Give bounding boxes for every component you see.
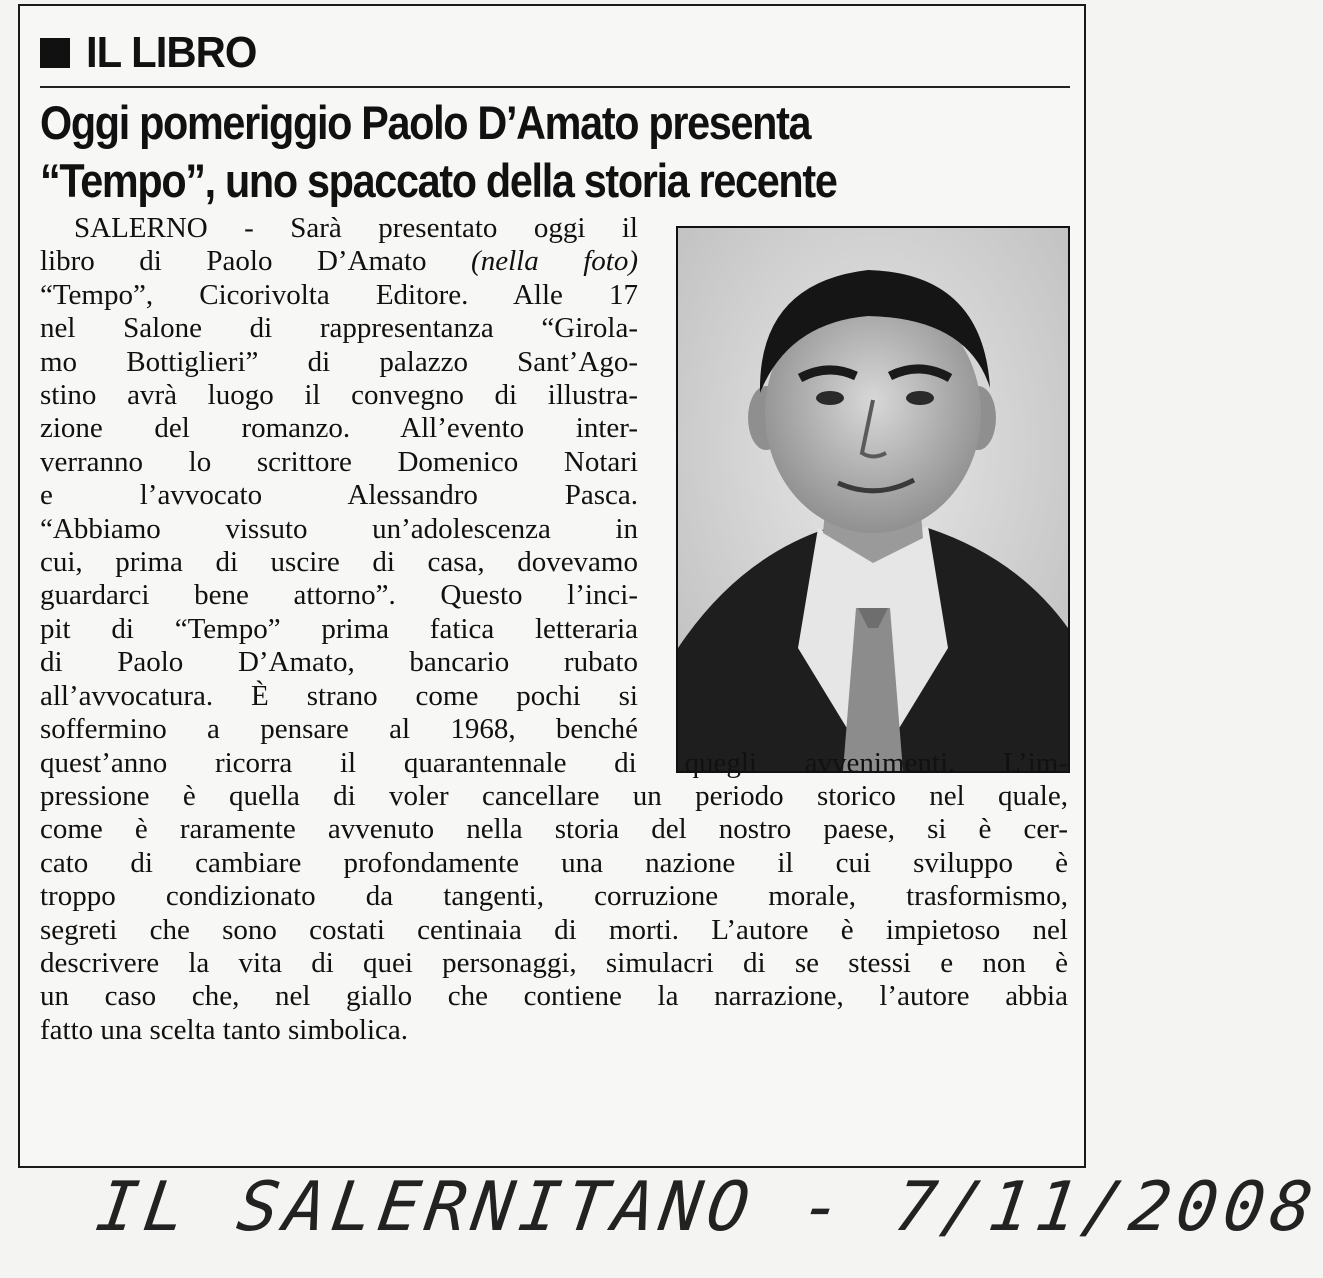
article-line: all’avvocatura. È strano come pochi si: [40, 679, 638, 712]
article-line: soffermino a pensare al 1968, benché: [40, 713, 638, 746]
article-line: “Tempo”, Cicorivolta Editore. Alle 17: [40, 278, 638, 311]
article-line: troppo condizionato da tangenti, corruzione morale, trasformismo,: [40, 880, 1068, 913]
article-line: cato di cambiare profondamente una nazione il cui sviluppo è: [40, 846, 1068, 879]
section-title: IL LIBRO: [86, 28, 257, 77]
article-line-last: fatto una scelta tanto simbolica.: [40, 1013, 409, 1046]
article-line: guardarci bene attorno”. Questo l’inci-: [40, 579, 638, 612]
headline: [40, 94, 955, 210]
article-line: come è raramente avvenuto nella storia del nostro paese, si è cer-: [40, 813, 1068, 846]
article-line: verranno lo scrittore Domenico Notari: [40, 445, 638, 478]
article-line: pressione è quella di voler cancellare un periodo storico nel quale,: [40, 779, 1068, 812]
article-line: mo Bottiglieri” di palazzo Sant’Ago-: [40, 345, 638, 378]
article-line: e l’avvocato Alessandro Pasca.: [40, 479, 638, 512]
handwritten-source-note: IL SALERNITANO - 7/11/2008: [91, 1168, 1323, 1247]
article-line: cui, prima di uscire di casa, dovevamo: [40, 546, 638, 579]
article-line: nel Salone di rappresentanza “Girola-: [40, 312, 638, 345]
photo-reference: (nella foto): [471, 245, 638, 278]
headline-line-1: Oggi pomeriggio Paolo D’Amato presenta: [40, 96, 811, 149]
article-line: descrivere la vita di quei personaggi, simulacri di se stessi e non è: [40, 946, 1068, 979]
article-line: un caso che, nel giallo che contiene la narrazione, l’autore abbia: [40, 980, 1068, 1013]
article-line: libro di Paolo D’Amato (nella foto): [40, 245, 638, 278]
headline-line-2: “Tempo”, uno spaccato della storia recente: [40, 154, 837, 207]
article-line: “Abbiamo vissuto un’adolescenza in: [40, 512, 638, 545]
section-label: [40, 28, 265, 78]
section-divider: [40, 86, 1070, 88]
article-line: zione del romanzo. All’evento inter-: [40, 412, 638, 445]
article-line: di Paolo D’Amato, bancario rubato: [40, 646, 638, 679]
section-square-icon: [40, 38, 70, 68]
article-line: stino avrà luogo il convegno di illustra-: [40, 379, 638, 412]
article-line: segreti che sono costati centinaia di morti. L’autore è impietoso nel: [40, 913, 1068, 946]
article-body: [40, 212, 1068, 1047]
article-line: SALERNO - Sarà presentato oggi il: [74, 212, 638, 244]
article-line: pit di “Tempo” prima fatica letteraria: [40, 612, 638, 645]
article-line: quest’anno ricorra il quarantennale di quegli avvenimenti. L’im-: [40, 746, 1068, 779]
